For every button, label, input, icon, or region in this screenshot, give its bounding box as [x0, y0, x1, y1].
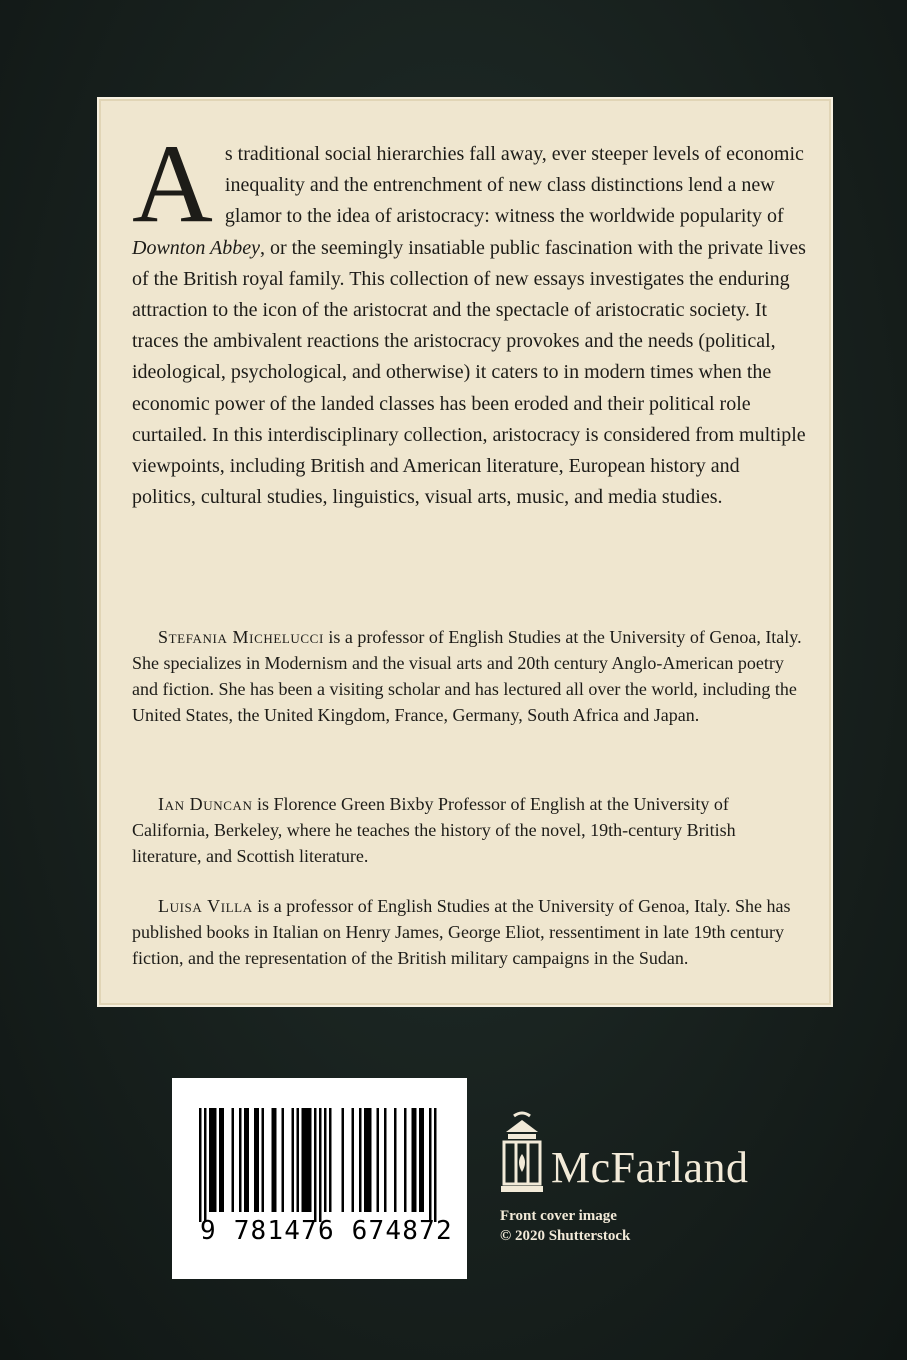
- blurb-title-reference: Downton Abbey: [132, 236, 260, 259]
- credit-line-1: Front cover image: [500, 1208, 617, 1224]
- barcode-bar: [359, 1108, 362, 1212]
- editor-bio-text: is a professor of English Studies at the University of Genoa, Italy. She specializes in Modernism and the visual arts and 20th century Anglo-American poetry and fiction. She has been a visiting scholar and has lectured all over the world, including the United States, the United Kingdom, France, Germany, South Africa and Japan.: [132, 627, 802, 725]
- barcode-bar: [292, 1108, 295, 1212]
- barcode-bar: [274, 1108, 277, 1212]
- editor-name: Stefania Michelucci: [158, 627, 324, 647]
- editor-bio-ian-duncan: [132, 791, 802, 869]
- credit-line-2: © 2020 Shutterstock: [500, 1228, 631, 1244]
- barcode-bar: [199, 1108, 202, 1222]
- publisher-name: McFarland: [551, 1143, 749, 1192]
- barcode-bar: [302, 1108, 305, 1212]
- blurb-text-end: , or the seemingly insatiable public fascination with the private lives of the British royal family. This collection of new essays investigates the enduring attraction to the icon of the aristocrat and the spectacle of aristocratic society. It traces the ambivalent reactions the aristocracy provokes and the needs (political, ideological, psychological, and otherwise) it caters to in modern times when the economic power of the landed classes has been eroded and their political role curtailed. In this interdisciplinary collection, aristocracy is considered from multiple viewpoints, including British and American literature, European history and politics, cultural studies, linguistics, visual arts, music, and media studies.: [132, 236, 806, 509]
- barcode-bars: [172, 1078, 467, 1279]
- barcode-bar: [367, 1108, 370, 1212]
- barcode-bar: [222, 1108, 225, 1212]
- book-blurb: [132, 122, 808, 513]
- barcode-bar: [307, 1108, 310, 1212]
- barcode-bar: [209, 1108, 212, 1212]
- barcode-bar: [254, 1108, 257, 1212]
- barcode-bar: [304, 1108, 307, 1212]
- barcode-bar: [297, 1108, 300, 1212]
- barcode-bar: [412, 1108, 415, 1212]
- cover-image-credit: [500, 1206, 630, 1246]
- barcode-bar: [244, 1108, 247, 1212]
- publisher-logo: [492, 1110, 792, 1200]
- lantern-icon: [492, 1110, 552, 1200]
- barcode-bar: [394, 1108, 397, 1212]
- isbn-number: 9 781476 674872: [200, 1216, 453, 1246]
- barcode-bar: [369, 1108, 372, 1212]
- barcode-bar: [404, 1108, 407, 1212]
- barcode-bar: [319, 1108, 322, 1222]
- editor-bio-stefania-michelucci: [132, 624, 802, 728]
- barcode-bar: [309, 1108, 312, 1212]
- back-cover-text-panel: [97, 97, 833, 1007]
- blurb-text-start: s traditional social hierarchies fall away, ever steeper levels of economic inequality and the entrenchment of new class distinctions lend a new glamor to the idea of aristocracy: witness the worldwide popularity of: [224, 143, 804, 228]
- barcode-bar: [204, 1108, 207, 1222]
- barcode-bar: [342, 1108, 345, 1212]
- barcode-bar: [419, 1108, 422, 1212]
- editor-bio-luisa-villa: [132, 893, 802, 971]
- barcode-bar: [329, 1108, 332, 1212]
- barcode-bar: [272, 1108, 275, 1212]
- barcode-bar: [429, 1108, 432, 1222]
- isbn-barcode: [172, 1078, 467, 1279]
- barcode-bar: [214, 1108, 217, 1212]
- barcode-bar: [314, 1108, 317, 1222]
- barcode-bar: [384, 1108, 387, 1212]
- barcode-bar: [262, 1108, 265, 1212]
- barcode-bar: [212, 1108, 215, 1212]
- barcode-bar: [352, 1108, 355, 1212]
- barcode-bar: [219, 1108, 222, 1212]
- editor-name: Luisa Villa: [158, 896, 253, 916]
- barcode-bar: [434, 1108, 437, 1222]
- barcode-bar: [422, 1108, 425, 1212]
- barcode-bar: [247, 1108, 250, 1212]
- barcode-bar: [257, 1108, 260, 1212]
- barcode-bar: [239, 1108, 242, 1212]
- barcode-bar: [414, 1108, 417, 1212]
- drop-cap: A: [132, 122, 213, 246]
- barcode-bar: [232, 1108, 235, 1212]
- editor-bio-text: is a professor of English Studies at the University of Genoa, Italy. She has published books in Italian on Henry James, George Eliot, ressentiment in late 19th century fiction, and the representation of the British military campaigns in the Sudan.: [132, 896, 791, 968]
- editor-name: Ian Duncan: [158, 794, 253, 814]
- barcode-bar: [377, 1108, 380, 1212]
- editor-bio-text: is Florence Green Bixby Professor of English at the University of California, Berkeley, where he teaches the history of the novel, 19th-century British literature, and Scottish literature.: [132, 794, 736, 866]
- barcode-bar: [324, 1108, 327, 1212]
- barcode-bar: [364, 1108, 367, 1212]
- barcode-bar: [282, 1108, 285, 1212]
